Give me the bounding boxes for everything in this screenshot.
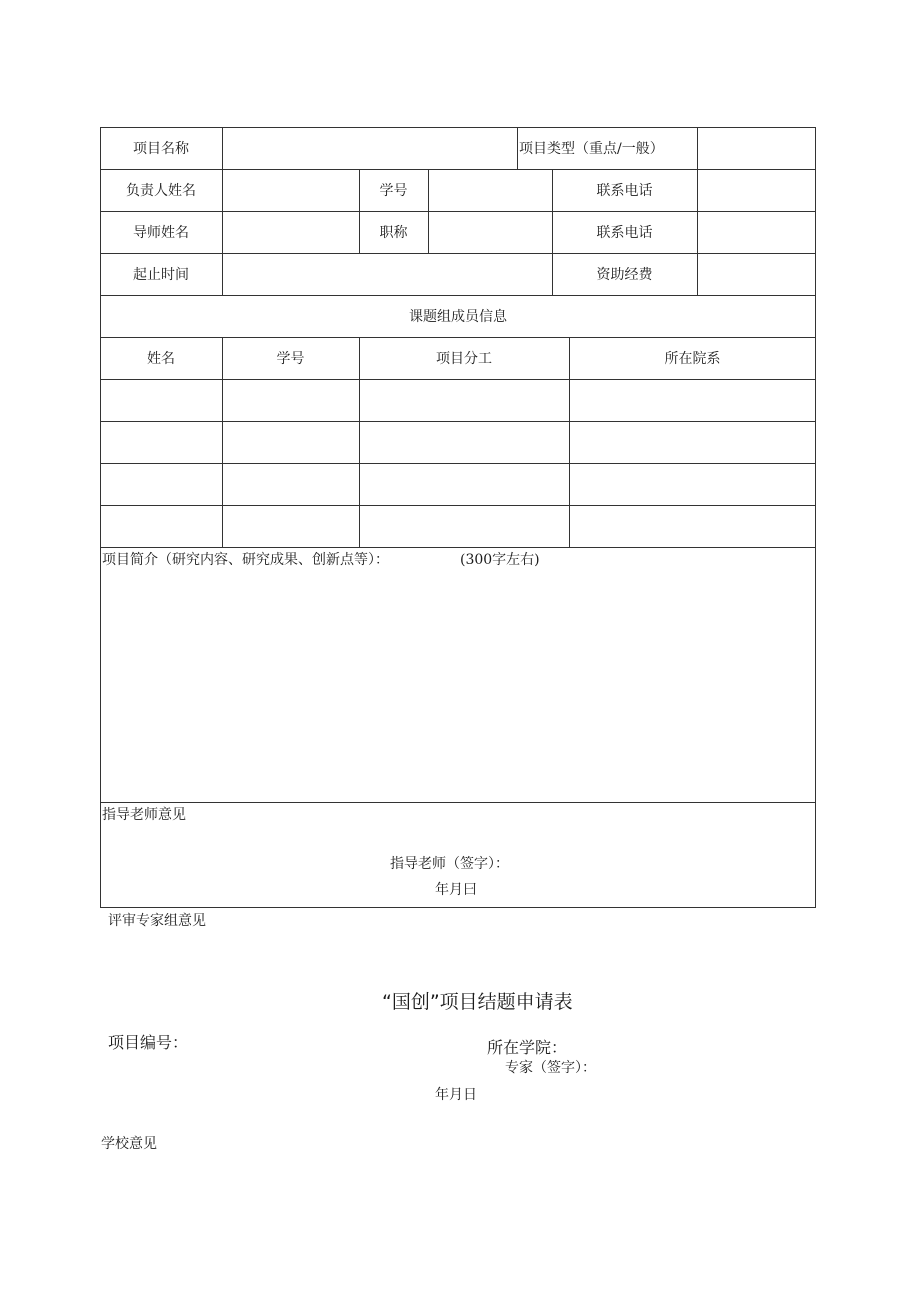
member-task-field[interactable] [360, 464, 568, 504]
expert-date-label: 年月日 [435, 1087, 477, 1103]
project-name-field[interactable] [223, 128, 516, 168]
member-department-field[interactable] [570, 464, 814, 504]
member-student-id-field[interactable] [223, 422, 358, 462]
leader-student-id-label: 学号 [379, 183, 408, 199]
table-border-right [815, 127, 816, 908]
summary-hint: (300字左右) [460, 552, 540, 568]
funding-field[interactable] [698, 254, 814, 294]
leader-phone-label: 联系电话 [596, 183, 653, 199]
row-divider [100, 547, 816, 548]
leader-name-field[interactable] [223, 170, 358, 210]
advisor-name-label: 导师姓名 [133, 225, 189, 241]
advisor-date-label: 年月曰 [435, 882, 477, 898]
advisor-opinion-area[interactable] [101, 825, 814, 850]
document-title: “国创”项目结题申请表 [382, 991, 573, 1013]
summary-text-area[interactable] [101, 570, 814, 800]
leader-student-id-field[interactable] [429, 170, 551, 210]
leader-phone-field[interactable] [698, 170, 814, 210]
member-header-student-id: 学号 [276, 351, 305, 367]
project-number-label: 项目编号： [108, 1033, 189, 1052]
member-name-field[interactable] [101, 422, 221, 462]
project-type-label: 项目类型（重点/一般） [519, 141, 664, 157]
member-header-task: 项目分工 [436, 351, 492, 367]
leader-name-label: 负责人姓名 [126, 183, 196, 199]
summary-label: 项目简介（研究内容、研究成果、创新点等）： [102, 552, 389, 568]
table-border-bottom [100, 907, 816, 908]
member-task-field[interactable] [360, 422, 568, 462]
college-label: 所在学院： [487, 1038, 568, 1057]
period-label: 起止时间 [133, 267, 189, 283]
member-header-name: 姓名 [147, 351, 175, 367]
expert-signature-label: 专家（签字）： [505, 1060, 596, 1076]
member-name-field[interactable] [101, 380, 221, 420]
member-department-field[interactable] [570, 380, 814, 420]
advisor-phone-label: 联系电话 [596, 225, 653, 241]
members-section-title: 课题组成员信息 [409, 309, 507, 325]
member-department-field[interactable] [570, 422, 814, 462]
advisor-opinion-label: 指导老师意见 [102, 807, 186, 823]
member-student-id-field[interactable] [223, 380, 358, 420]
advisor-name-field[interactable] [223, 212, 358, 252]
school-opinion-label: 学校意见 [101, 1136, 157, 1152]
member-task-field[interactable] [360, 380, 568, 420]
member-student-id-field[interactable] [223, 464, 358, 504]
funding-label: 资助经费 [596, 267, 653, 283]
member-department-field[interactable] [570, 506, 814, 546]
advisor-title-label: 职称 [379, 225, 408, 241]
advisor-title-field[interactable] [429, 212, 551, 252]
member-name-field[interactable] [101, 464, 221, 504]
period-field[interactable] [223, 254, 551, 294]
member-student-id-field[interactable] [223, 506, 358, 546]
project-type-field[interactable] [698, 128, 814, 168]
row-divider [100, 802, 816, 803]
advisor-signature-label: 指导老师（签字）： [390, 856, 509, 872]
expert-opinion-label: 评审专家组意见 [108, 913, 206, 929]
project-name-label: 项目名称 [133, 141, 189, 157]
advisor-phone-field[interactable] [698, 212, 814, 252]
member-task-field[interactable] [360, 506, 568, 546]
member-header-department: 所在院系 [664, 351, 721, 367]
member-name-field[interactable] [101, 506, 221, 546]
